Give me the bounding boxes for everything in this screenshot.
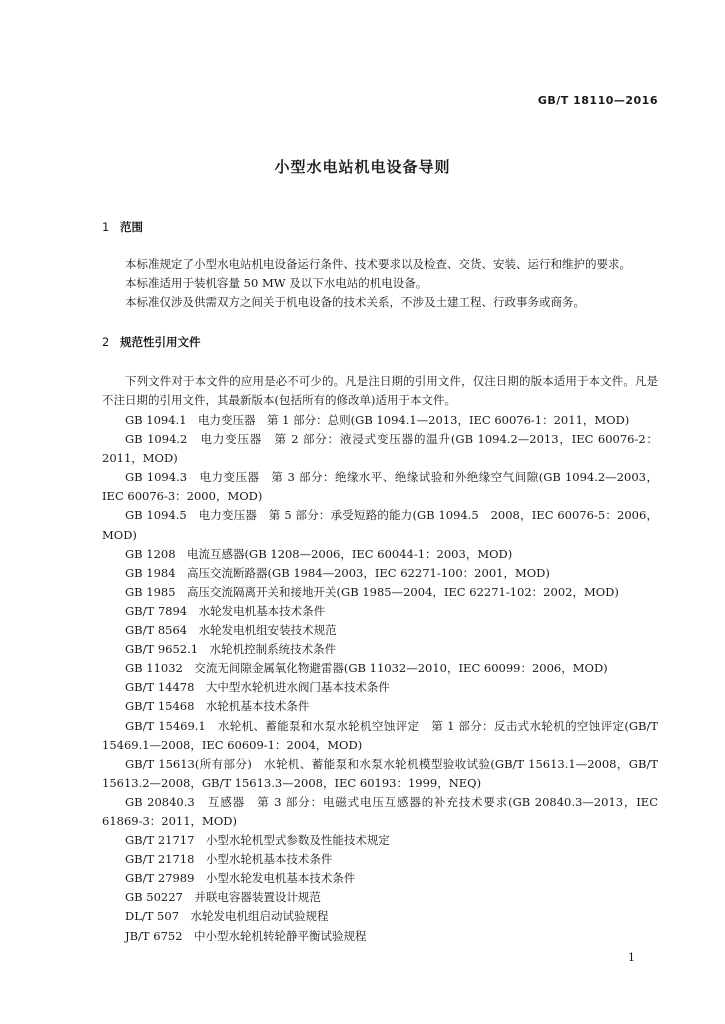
reference-item: GB/T 21718 小型水轮机基本技术条件 [125, 852, 333, 867]
reference-item: GB/T 14478 大中型水轮机进水阀门基本技术条件 [125, 680, 390, 695]
reference-item: GB/T 15469.1 水轮机、蓄能泵和水泵水轮机空蚀评定 第 1 部分：反击式水轮机的空蚀评定(GB/T 15469.1—2008，IEC 60609-1：2004，MOD) [102, 718, 658, 752]
section-title: 范围 [120, 220, 143, 234]
reference-item: GB 50227 并联电容器装置设计规范 [125, 890, 321, 905]
reference-item: GB/T 27989 小型水轮发电机基本技术条件 [125, 871, 356, 886]
page-number: 1 [628, 951, 635, 964]
reference-item: GB/T 7894 水轮发电机基本技术条件 [125, 603, 326, 618]
reference-list [102, 411, 658, 946]
section-1-para-1: 本标准规定了小型水电站机电设备运行条件、技术要求以及检查、交货、安装、运行和维护的要求。 [125, 257, 631, 271]
reference-item: GB/T 15468 水轮机基本技术条件 [125, 699, 310, 714]
reference-item: GB/T 21717 小型水轮机型式参数及性能技术规定 [125, 833, 390, 848]
reference-item: GB 1094.5 电力变压器 第 5 部分：承受短路的能力(GB 1094.5 2008，IEC 60076-5：2006，MOD) [102, 508, 658, 542]
reference-item: GB 1984 高压交流断路器(GB 1984—2003，IEC 62271-100：2001，MOD) [125, 565, 550, 580]
reference-item: GB 1094.1 电力变压器 第 1 部分：总则(GB 1094.1—2013，IEC 60076-1：2011，MOD) [125, 413, 630, 427]
reference-item: GB/T 8564 水轮发电机组安装技术规范 [125, 623, 337, 638]
reference-item: GB/T 9652.1 水轮机控制系统技术条件 [125, 642, 337, 657]
reference-item: GB 1094.3 电力变压器 第 3 部分：绝缘水平、绝缘试验和外绝缘空气间隙(GB 1094.2—2003，IEC 60076-3：2000，MOD) [102, 470, 658, 504]
reference-item: JB/T 6752 中小型水轮机转轮静平衡试验规程 [125, 928, 367, 943]
section-1-para-2: 本标准适用于装机容量 50 MW 及以下水电站的机电设备。 [125, 276, 428, 290]
section-number: 2 [102, 335, 110, 349]
section-1-para-3: 本标准仅涉及供需双方之间关于机电设备的技术关系，不涉及土建工程、行政事务或商务。 [125, 295, 585, 309]
section-1-heading [102, 219, 143, 235]
section-title: 规范性引用文件 [120, 335, 201, 349]
section-number: 1 [102, 220, 110, 234]
section-2-heading [102, 334, 201, 350]
reference-item: GB 1208 电流互感器(GB 1208—2006，IEC 60044-1：2003，MOD) [125, 546, 513, 561]
reference-item: GB 1985 高压交流隔离开关和接地开关(GB 1985—2004，IEC 62271-102：2002，MOD) [125, 584, 619, 599]
reference-item: GB 11032 交流无间隙金属氧化物避雷器(GB 11032—2010，IEC 60099：2006，MOD) [125, 661, 608, 676]
reference-item: GB 20840.3 互感器 第 3 部分：电磁式电压互感器的补充技术要求(GB 20840.3—2013，IEC 61869-3：2011，MOD) [102, 794, 658, 828]
reference-item: DL/T 507 水轮发电机组启动试验规程 [125, 909, 329, 924]
reference-item: GB/T 15613(所有部分) 水轮机、蓄能泵和水泵水轮机模型验收试验(GB/T 15613.1—2008，GB/T 15613.2—2008，GB/T 15613.3—2008，IEC 60193：1999，NEQ) [102, 756, 658, 790]
reference-item: GB 1094.2 电力变压器 第 2 部分：液浸式变压器的温升(GB 1094.2—2013，IEC 60076-2：2011，MOD) [102, 432, 658, 466]
document-title: 小型水电站机电设备导则 [274, 158, 451, 176]
standard-code: GB/T 18110—2016 [537, 94, 658, 107]
section-2-para-1: 下列文件对于本文件的应用是必不可少的。凡是注日期的引用文件，仅注日期的版本适用于本文件。凡是不注日期的引用文件，其最新版本(包括所有的修改单)适用于本文件。 [102, 374, 658, 407]
